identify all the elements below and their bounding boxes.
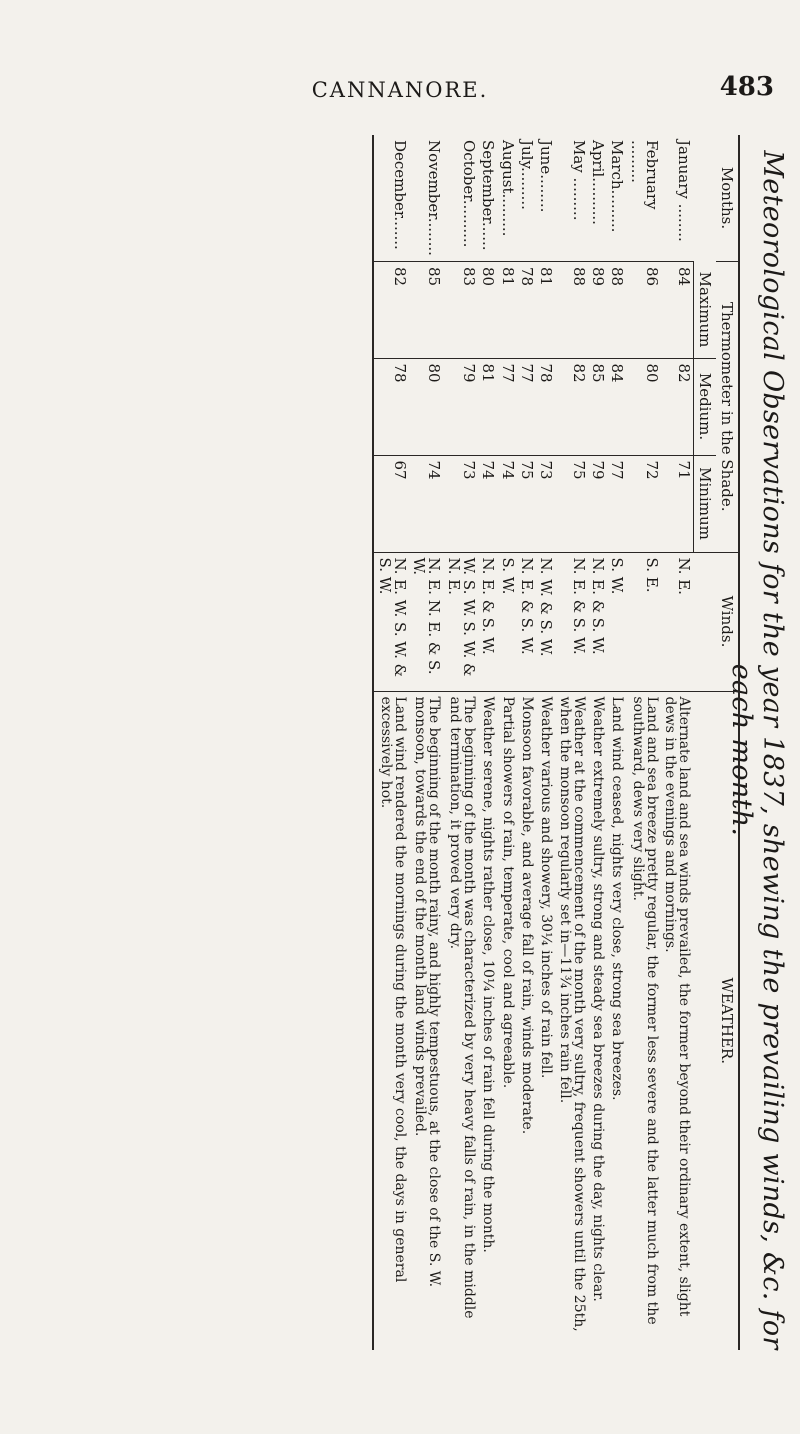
rotated-table-block	[47, 135, 792, 1365]
row-month: January ........	[675, 140, 694, 242]
row-weather: Partial showers of rain, temperate, cool and agreeable.	[497, 691, 516, 1350]
row-maximum: 82	[373, 262, 409, 359]
row-medium: 82	[661, 358, 694, 455]
running-title: CANNANORE.	[311, 78, 489, 102]
row-medium: 78	[536, 358, 555, 455]
row-maximum: 84	[661, 262, 694, 359]
header-minimum: Minimum	[694, 455, 717, 552]
row-winds: N. E. N. E. & S. W.	[409, 552, 444, 691]
header-winds: Winds.	[694, 552, 740, 691]
row-month: December.......	[373, 135, 409, 262]
row-weather: Land wind rendered the mornings during the month very cool, the days in general excessively hot.	[373, 691, 409, 1350]
header-months: Months.	[694, 135, 740, 262]
table-row	[373, 135, 409, 1350]
header-medium: Medium.	[694, 358, 717, 455]
row-maximum: 85	[409, 262, 444, 359]
row-medium: 77	[497, 358, 516, 455]
row-month: February .........	[627, 140, 661, 210]
row-winds: N. E. W. S. W. & S. W.	[373, 552, 409, 691]
row-winds: N. W. & S. W.	[536, 552, 555, 691]
row-minimum: 74	[409, 455, 444, 552]
row-winds: S. E.	[626, 552, 661, 691]
row-minimum: 74	[478, 455, 497, 552]
row-minimum: 73	[443, 455, 478, 552]
table-row	[661, 135, 694, 1350]
row-maximum: 88	[607, 262, 626, 359]
row-minimum: 67	[373, 455, 409, 552]
row-maximum: 83	[443, 262, 478, 359]
row-month: April..........	[589, 140, 608, 225]
row-month: September......	[479, 140, 498, 251]
row-month: November........	[425, 140, 444, 256]
row-maximum: 81	[497, 262, 516, 359]
row-weather: Land and sea breeze pretty regular, the former less severe and the latter much from the southward, dews very slight.	[626, 691, 661, 1350]
page-number: 483	[719, 72, 774, 102]
row-maximum: 88	[555, 262, 588, 359]
table-body	[373, 135, 693, 1350]
row-medium: 80	[626, 358, 661, 455]
table-row	[588, 135, 607, 1350]
running-head	[0, 72, 800, 112]
header-maximum: Maximum	[694, 262, 717, 359]
table-row	[409, 135, 444, 1350]
table-row	[555, 135, 588, 1350]
row-weather: Weather serene, nights rather close, 10¼ inches of rain fell during the month.	[478, 691, 497, 1350]
row-minimum: 72	[626, 455, 661, 552]
row-month: May .........	[569, 140, 588, 221]
observations-table	[372, 135, 740, 1350]
row-winds: N. E. & S. W.	[517, 552, 536, 691]
table-row	[443, 135, 478, 1350]
row-month: October..........	[460, 140, 479, 248]
row-medium: 77	[517, 358, 536, 455]
row-medium: 79	[443, 358, 478, 455]
row-month: August.........	[498, 140, 517, 237]
row-maximum: 80	[478, 262, 497, 359]
table-row	[478, 135, 497, 1350]
row-medium: 80	[409, 358, 444, 455]
row-month: July.........	[517, 140, 536, 210]
row-maximum: 81	[536, 262, 555, 359]
row-minimum: 77	[607, 455, 626, 552]
row-minimum: 74	[497, 455, 516, 552]
row-winds: N. E. & S. W.	[588, 552, 607, 691]
row-weather: The beginning of the month rainy, and highly tempestuous, at the close of the S. W. monsoon, towards the end of the month land winds prevailed.	[409, 691, 444, 1350]
row-medium: 84	[607, 358, 626, 455]
row-minimum: 75	[517, 455, 536, 552]
row-winds: W. S. W. S. W. & N. E.	[443, 552, 478, 691]
row-minimum: 79	[588, 455, 607, 552]
row-weather: The beginning of the month was characterized by very heavy falls of rain, in the middle and termination, it proved very dry.	[443, 691, 478, 1350]
row-maximum: 78	[517, 262, 536, 359]
row-weather: Weather at the commencement of the month very sultry, frequent showers until the 25th, when the monsoon regularly set in—11¾ inches rain fell.	[555, 691, 588, 1350]
table-row	[607, 135, 626, 1350]
row-maximum: 89	[588, 262, 607, 359]
table-row	[536, 135, 555, 1350]
header-weather: WEATHER.	[694, 691, 740, 1350]
row-medium: 78	[373, 358, 409, 455]
row-winds: N. E.	[661, 552, 694, 691]
table-caption: Meteorological Observations for the year 1837, shewing the prevailing winds, &c. for each month.	[726, 150, 788, 1350]
row-medium: 85	[588, 358, 607, 455]
table-row	[517, 135, 536, 1350]
row-weather: Alternate land and sea winds prevailed, the former beyond their ordinary extent, slight dews in the evenings and mornings.	[661, 691, 694, 1350]
row-minimum: 71	[661, 455, 694, 552]
row-medium: 82	[555, 358, 588, 455]
row-winds: S. W.	[607, 552, 626, 691]
row-weather: Monsoon favorable, and average fall of rain, winds moderate.	[517, 691, 536, 1350]
table-row	[626, 135, 661, 1350]
row-winds: S. W.	[497, 552, 516, 691]
table-row	[497, 135, 516, 1350]
row-month: June........	[537, 140, 556, 213]
row-maximum: 86	[626, 262, 661, 359]
row-month: March.........	[608, 140, 627, 233]
header-thermometer: Thermometer in the Shade.	[716, 262, 739, 553]
row-medium: 81	[478, 358, 497, 455]
row-weather: Weather extremely sultry, strong and steady sea breezes during the day, nights clear.	[588, 691, 607, 1350]
row-winds: N. E. & S. W.	[478, 552, 497, 691]
row-weather: Weather various and showery, 30¼ inches of rain fell.	[536, 691, 555, 1350]
row-minimum: 75	[555, 455, 588, 552]
row-winds: N. E. & S. W.	[555, 552, 588, 691]
row-minimum: 73	[536, 455, 555, 552]
row-weather: Land wind ceased, nights very close, strong sea breezes.	[607, 691, 626, 1350]
